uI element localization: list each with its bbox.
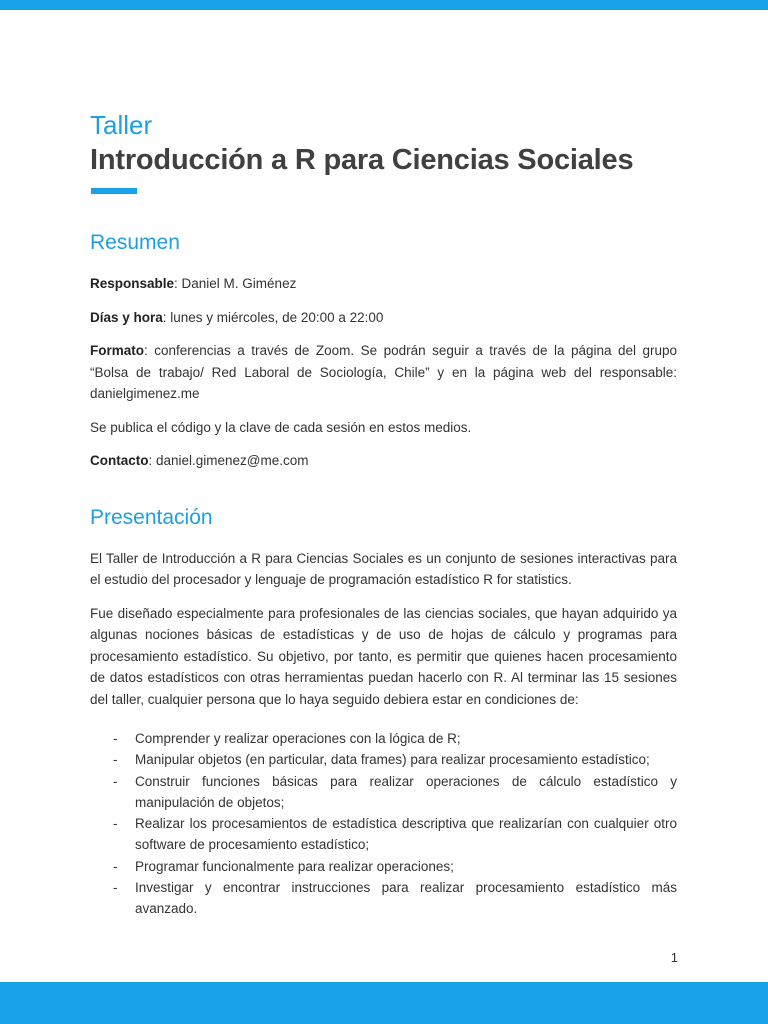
bottom-accent-bar xyxy=(0,982,768,1024)
bullet-dash: - xyxy=(113,752,118,768)
contact-value: : daniel.gimenez@me.com xyxy=(148,453,309,468)
bullet-dash: - xyxy=(113,773,118,789)
format-value: : conferencias a través de Zoom. Se podrán seguir a través de la página del grupo “Bolsa de trabajo/ Red Laboral de Sociología, Chile” y en la página web del responsable: danielgimenez.me xyxy=(90,343,677,401)
list-item-text: Construir funciones básicas para realizar operaciones de cálculo estadístico y manipulación de objetos; xyxy=(135,773,677,810)
responsable-line xyxy=(90,273,677,295)
list-item-text: Programar funcionalmente para realizar operaciones; xyxy=(135,858,454,874)
list-item-text: Comprender y realizar operaciones con la lógica de R; xyxy=(135,731,461,746)
format-label: Formato xyxy=(90,343,144,358)
list-item xyxy=(90,856,677,877)
section-heading-resumen: Resumen xyxy=(90,231,180,254)
list-item xyxy=(90,877,677,920)
list-item xyxy=(90,728,677,749)
list-item xyxy=(90,771,677,814)
title-underline xyxy=(91,188,137,194)
contact-label: Contacto xyxy=(90,453,149,468)
presentation-paragraph-2: Fue diseñado especialmente para profesionales de las ciencias sociales, que hayan adquirido ya algunas nociones básicas de estadísticas y de uso de hojas de cálculo y programas para procesamiento estadístico. Su objetivo, por tanto, es permitir que quienes hacen procesamiento de datos estadísticos con otras herramientas puedan hacerlo con R. Al terminar las 15 sesiones del taller, cualquier persona que lo haya seguido debiera estar en condiciones de: xyxy=(90,605,677,707)
list-item xyxy=(90,749,677,770)
schedule-value: : lunes y miércoles, de 20:00 a 22:00 xyxy=(162,309,384,325)
top-accent-bar xyxy=(0,0,768,10)
list-item xyxy=(90,813,677,856)
list-item-text: Investigar y encontrar instrucciones para realizar procesamiento estadístico más avanzado. xyxy=(135,880,677,917)
contact-line xyxy=(90,450,677,472)
bullet-dash: - xyxy=(113,731,118,746)
list-item-text: Realizar los procesamientos de estadística descriptiva que realizarían con cualquier otro software de procesamiento estadístico; xyxy=(135,816,677,853)
presentation-paragraph-1: El Taller de Introducción a R para Ciencias Sociales es un conjunto de sesiones interactivas para el estudio del procesador y lenguaje de programación estadístico R for statistics. xyxy=(90,550,677,587)
document-kicker: Taller xyxy=(90,110,153,140)
bullet-dash: - xyxy=(113,880,118,896)
publication-note: Se publica el código y la clave de cada sesión en estos medios. xyxy=(90,419,472,435)
page-number: 1 xyxy=(670,950,678,965)
bullet-dash: - xyxy=(113,858,118,874)
responsable-value: : Daniel M. Giménez xyxy=(174,276,297,291)
section-heading-presentacion: Presentación xyxy=(90,505,213,529)
schedule-label: Días y hora xyxy=(90,309,163,325)
bullet-dash: - xyxy=(113,816,118,832)
format-line xyxy=(90,340,677,405)
document-title: Introducción a R para Ciencias Sociales xyxy=(90,144,634,176)
schedule-line xyxy=(90,307,677,329)
objectives-list xyxy=(90,728,677,920)
list-item-text: Manipular objetos (en particular, data frames) para realizar procesamiento estadístico; xyxy=(135,752,650,768)
page-content xyxy=(90,108,677,920)
responsable-label: Responsable xyxy=(90,276,175,291)
